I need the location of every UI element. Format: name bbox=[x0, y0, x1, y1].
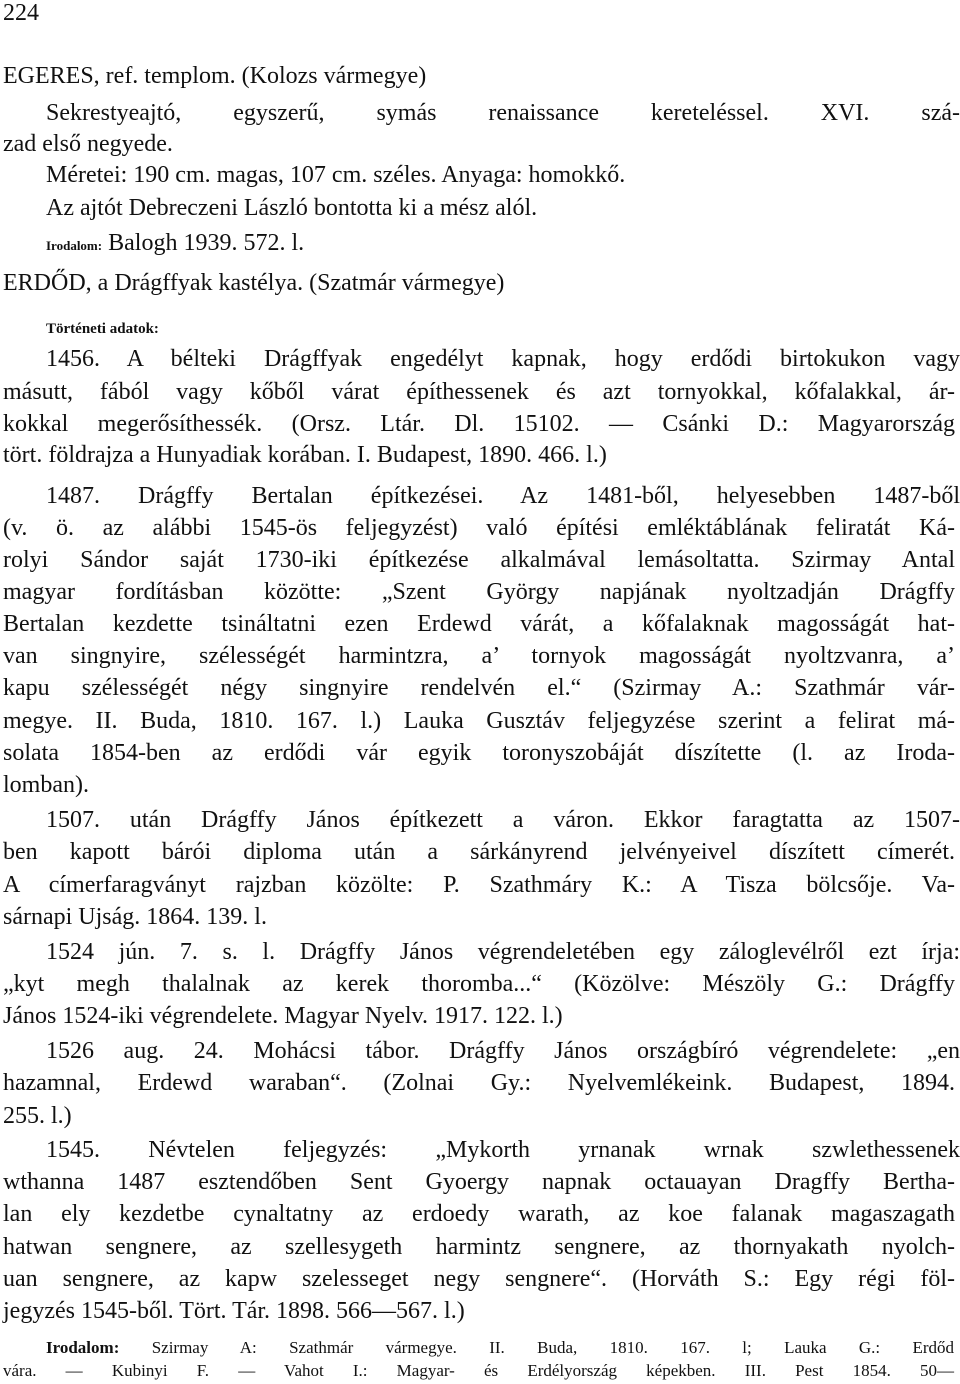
text-line: másutt, fából vagy kőből várat építhessenek és azt tornyokkal, kőfalakkal, ár- bbox=[3, 379, 955, 405]
text-line: van singnyire, szélességét harmintzra, a’ tornyok magosságát nyoltzvanra, a’ bbox=[3, 643, 955, 669]
text-line: tört. földrajza a Hunyadiak korában. I. Budapest, 1890. 466. l.) bbox=[3, 442, 607, 468]
page-number: 224 bbox=[3, 0, 39, 26]
egeres-line-1: Sekrestyeajtó, egyszerű, symás renaissance kereteléssel. XVI. szá- bbox=[46, 100, 960, 126]
text-line: 1487. Drágffy Bertalan építkezései. Az 1481-ből, helyesebben 1487-ből bbox=[46, 483, 960, 509]
text-line: János 1524-iki végrendelete. Magyar Nyelv. 1917. 122. l.) bbox=[3, 1003, 563, 1029]
text-line: lan ely kezdetbe cynaltatny az erdoedy warath, az koe falanak magaszagath bbox=[3, 1201, 955, 1227]
text-line: 1545. Névtelen feljegyzés: „Mykorth yrnanak wrnak szwlethessenek bbox=[46, 1137, 960, 1163]
text-line: sárnapi Ujság. 1864. 139. l. bbox=[3, 904, 267, 930]
text-line: solata 1854-ben az erdődi vár egyik toronyszobáját díszítette (l. az Iroda- bbox=[3, 740, 955, 766]
egeres-line-3: Méretei: 190 cm. magas, 107 cm. széles. Anyaga: homokkő. bbox=[46, 162, 626, 188]
text-line: lomban). bbox=[3, 772, 89, 798]
text-line: hazamnal, Erdewd waraban“. (Zolnai Gy.: Nyelvemlékeink. Budapest, 1894. bbox=[3, 1070, 955, 1096]
text-line: Bertalan kezdette tsináltatni ezen Erdewd várát, a kőfalaknak magosságát hat- bbox=[3, 611, 955, 637]
egeres-line-4: Az ajtót Debreczeni László bontotta ki a mész alól. bbox=[46, 195, 538, 221]
text-line: 1507. után Drágffy János építkezett a váron. Ekkor faragtatta az 1507- bbox=[46, 807, 960, 833]
text-line: wthanna 1487 esztendőben Sent Gyoergy napnak octauayan Dragffy Bertha- bbox=[3, 1169, 955, 1195]
text-line: uan sengnere, az kapw szelesseget negy sengnere“. (Horváth S.: Egy régi föl- bbox=[3, 1266, 955, 1292]
text-line: megye. II. Buda, 1810. 167. l.) Lauka Gusztáv feljegyzése szerint a felirat má- bbox=[3, 708, 955, 734]
egeres-line-2: zad első negyede. bbox=[3, 131, 173, 157]
egeres-literature-text: Balogh 1939. 572. l. bbox=[108, 230, 305, 256]
text-line: 255. l.) bbox=[3, 1103, 72, 1129]
text-line: ben kapott bárói diploma után a sárkányrend jelvényeivel díszített címerét. bbox=[3, 839, 955, 865]
egeres-literature-label: Irodalom: bbox=[46, 238, 103, 253]
text-line: kapu szélességét négy singnyire rendelvén el.“ (Szirmay A.: Szathmár vár- bbox=[3, 675, 955, 701]
text-line: magyar fordításban közötte: „Szent György napjának nyoltzadján Drágffy bbox=[3, 579, 955, 605]
erdod-literature-line-2: vára. — Kubinyi F. — Vahot I.: Magyar- és Erdélyország képekben. III. Pest 1854. 50— bbox=[3, 1361, 954, 1380]
text-line: rolyi Sándor saját 1730-iki építkezése alkalmával lemásoltatta. Szirmay Antal bbox=[3, 547, 955, 573]
erdod-subheading: Történeti adatok: bbox=[46, 321, 159, 337]
text-line: 1524 jún. 7. s. l. Drágffy János végrendeletében egy záloglevélről ezt írja: bbox=[46, 939, 960, 965]
text-line: A címerfaragványt rajzban közölte: P. Szathmáry K.: A Tisza bölcsője. Va- bbox=[3, 872, 955, 898]
egeres-literature bbox=[46, 228, 960, 261]
erdod-literature-label: Irodalom: bbox=[46, 1338, 120, 1357]
text-line: (v. ö. az alábbi 1545-ös feljegyzést) való építési emléktáblának feliratát Ká- bbox=[3, 515, 955, 541]
text-line: 1456. A bélteki Drágffyak engedélyt kapnak, hogy erdődi birtokukon vagy bbox=[46, 346, 960, 372]
text-line: „kyt megh thalalnak az kerek thoromba...“ (Közölve: Mészöly G.: Drágffy bbox=[3, 971, 955, 997]
erdod-literature-text-1: Szirmay A: Szathmár vármegye. II. Buda, 1810. 167. l; Lauka G.: Erdőd bbox=[151, 1338, 955, 1357]
erdod-literature-line-1 bbox=[46, 1337, 954, 1359]
text-line: 1526 aug. 24. Mohácsi tábor. Drágffy János országbíró végrendelete: „en bbox=[46, 1038, 960, 1064]
text-line: jegyzés 1545-ből. Tört. Tár. 1898. 566—567. l.) bbox=[3, 1298, 465, 1324]
erdod-heading: ERDŐD, a Drágffyak kastélya. (Szatmár vármegye) bbox=[3, 270, 505, 296]
text-line: kokkal megerősíthessék. (Orsz. Ltár. Dl. 15102. — Csánki D.: Magyarország bbox=[3, 411, 955, 437]
text-line: hatwan sengnere, az szellesygeth harmintz sengnere, az thornyakath nyolch- bbox=[3, 1234, 955, 1260]
egeres-heading: EGERES, ref. templom. (Kolozs vármegye) bbox=[3, 63, 427, 89]
